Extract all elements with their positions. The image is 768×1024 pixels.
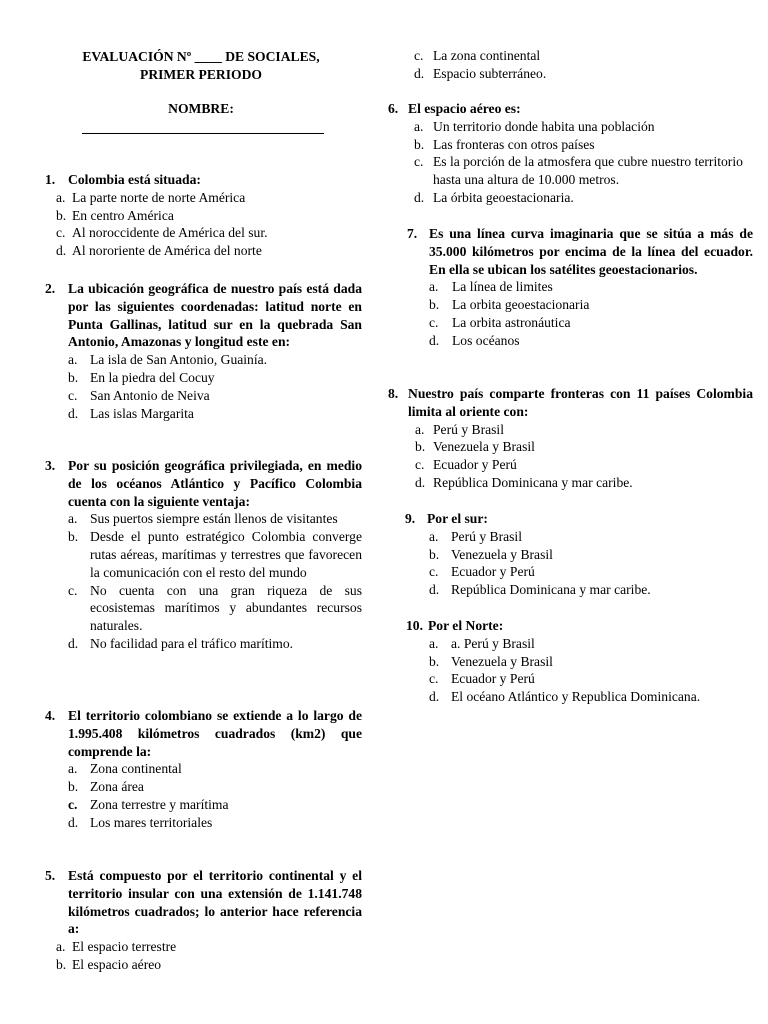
- question-6: [385, 100, 753, 207]
- question-text: Es una línea curva imaginaria que se sitúa a más de 35.000 kilómetros por encima de la línea del ecuador. En ella se ubican los satélites geoestacionarios.: [429, 226, 753, 277]
- question-5-continued: [385, 47, 753, 83]
- option-c: c. La orbita astronáutica: [429, 314, 571, 330]
- option-c: c. Ecuador y Perú: [429, 564, 535, 580]
- options-list: [40, 189, 362, 260]
- option-d: d. Al nororiente de América del norte: [56, 243, 262, 259]
- question-text: Por el Norte:: [428, 618, 504, 633]
- option-c: c. La zona continental: [414, 48, 541, 63]
- option-b: b. Desde el punto estratégico Colombia converge rutas aéreas, marítimas y terrestres que favorecen la comunicación con el resto del mundo: [68, 529, 362, 580]
- options-list: [385, 118, 753, 207]
- option-a: a. Sus puertos siempre están llenos de visitantes: [68, 511, 338, 527]
- options-list: [40, 351, 362, 422]
- question-5: [40, 867, 362, 974]
- exam-period: PRIMER PERIODO: [140, 67, 262, 82]
- option-a: a. Perú y Brasil: [415, 421, 504, 437]
- option-c: c. San Antonio de Neiva: [68, 387, 210, 403]
- question-number: 6.: [388, 101, 399, 116]
- option-d: d. República Dominicana y mar caribe.: [429, 582, 651, 598]
- option-d: d. No facilidad para el tráfico marítimo.: [68, 635, 294, 651]
- question-number: 1.: [45, 172, 56, 187]
- options-list: [40, 938, 362, 974]
- question-number: 2.: [45, 281, 56, 296]
- option-b: b. El espacio aéreo: [56, 956, 162, 972]
- question-9: [385, 510, 753, 599]
- question-text: El espacio aéreo es:: [408, 101, 521, 116]
- option-b: b. En centro América: [56, 207, 174, 223]
- question-number: 3.: [45, 458, 56, 473]
- question-number: 9.: [405, 511, 416, 526]
- option-b: b. Venezuela y Brasil: [429, 653, 553, 669]
- question-4: [40, 707, 362, 832]
- question-2: [40, 280, 362, 422]
- options-list: [385, 421, 753, 492]
- question-number: 5.: [45, 868, 56, 883]
- options-list: [385, 278, 753, 349]
- option-d: d. La órbita geoestacionaria.: [414, 189, 574, 205]
- exam-title: EVALUACIÓN Nº ____ DE SOCIALES,: [82, 49, 320, 64]
- options-list: [385, 528, 753, 599]
- option-b: b. Venezuela y Brasil: [429, 546, 553, 562]
- question-number: 8.: [388, 386, 399, 401]
- option-a: a. Un territorio donde habita una población: [414, 118, 655, 134]
- option-b: b. La orbita geoestacionaria: [429, 297, 590, 313]
- name-blank-line: [82, 133, 324, 134]
- option-a: a. La parte norte de norte América: [56, 189, 246, 205]
- option-a: a. Perú y Brasil: [429, 528, 522, 544]
- option-a: a. El espacio terrestre: [56, 939, 177, 955]
- question-8: [385, 385, 753, 492]
- option-b: b. Venezuela y Brasil: [415, 439, 535, 455]
- option-c: c. Al noroccidente de América del sur.: [56, 225, 268, 241]
- options-list: [385, 47, 753, 83]
- option-c: c. Zona terrestre y marítima: [68, 796, 229, 812]
- options-list: [385, 635, 753, 706]
- option-a: a. Zona continental: [68, 761, 182, 777]
- question-text: Por su posición geográfica privilegiada, en medio de los océanos Atlántico y Pacífico Colombia cuenta con la siguiente ventaja:: [68, 458, 362, 509]
- option-d: d. Espacio subterráneo.: [414, 65, 547, 81]
- option-b: b. En la piedra del Cocuy: [68, 369, 215, 385]
- option-d: d. República Dominicana y mar caribe.: [415, 474, 633, 490]
- question-1: [40, 171, 362, 260]
- option-c: c. Ecuador y Perú: [429, 671, 535, 687]
- question-3: [40, 457, 362, 653]
- option-b: b. Las fronteras con otros países: [414, 136, 595, 152]
- question-number: 10.: [406, 618, 423, 633]
- option-c: c. No cuenta con una gran riqueza de sus ecosistemas marítimos y abundantes recursos naturales.: [68, 582, 362, 634]
- option-c: c. Ecuador y Perú: [415, 457, 517, 473]
- question-10: [385, 617, 753, 706]
- option-d: d. Las islas Margarita: [68, 405, 194, 421]
- options-list: [40, 760, 362, 831]
- question-text: El territorio colombiano se extiende a lo largo de 1.995.408 kilómetros cuadrados (km2) que comprende la:: [68, 708, 362, 759]
- option-d: d. El océano Atlántico y Republica Dominicana.: [429, 689, 701, 705]
- option-a: a. a. Perú y Brasil: [429, 635, 535, 651]
- question-text: La ubicación geográfica de nuestro país está dada por las siguientes coordenadas: latitud norte en Punta Gallinas, latitud sur en la quebrada San Antonio, Amazonas y longitud este en:: [68, 281, 362, 350]
- question-text: Nuestro país comparte fronteras con 11 países Colombia limita al oriente con:: [408, 386, 753, 419]
- option-c: c. Es la porción de la atmosfera que cubre nuestro territorio hasta una altura de 10.000 metros.: [414, 154, 743, 188]
- option-d: d. Los mares territoriales: [68, 814, 213, 830]
- name-label: NOMBRE:: [168, 101, 234, 116]
- option-b: b. Zona área: [68, 779, 144, 795]
- question-7: [385, 225, 753, 350]
- options-list: [40, 510, 362, 652]
- question-number: 4.: [45, 708, 56, 723]
- question-number: 7.: [407, 226, 418, 241]
- question-text: Está compuesto por el territorio continental y el territorio insular con una extensión de 1.141.748 kilómetros cuadrados; lo anterior hace referencia a:: [68, 868, 362, 937]
- question-text: Colombia está situada:: [68, 172, 201, 187]
- question-text: Por el sur:: [427, 511, 488, 526]
- option-a: a. La isla de San Antonio, Guainía.: [68, 352, 268, 368]
- option-d: d. Los océanos: [429, 332, 520, 348]
- option-a: a. La línea de limites: [429, 279, 553, 295]
